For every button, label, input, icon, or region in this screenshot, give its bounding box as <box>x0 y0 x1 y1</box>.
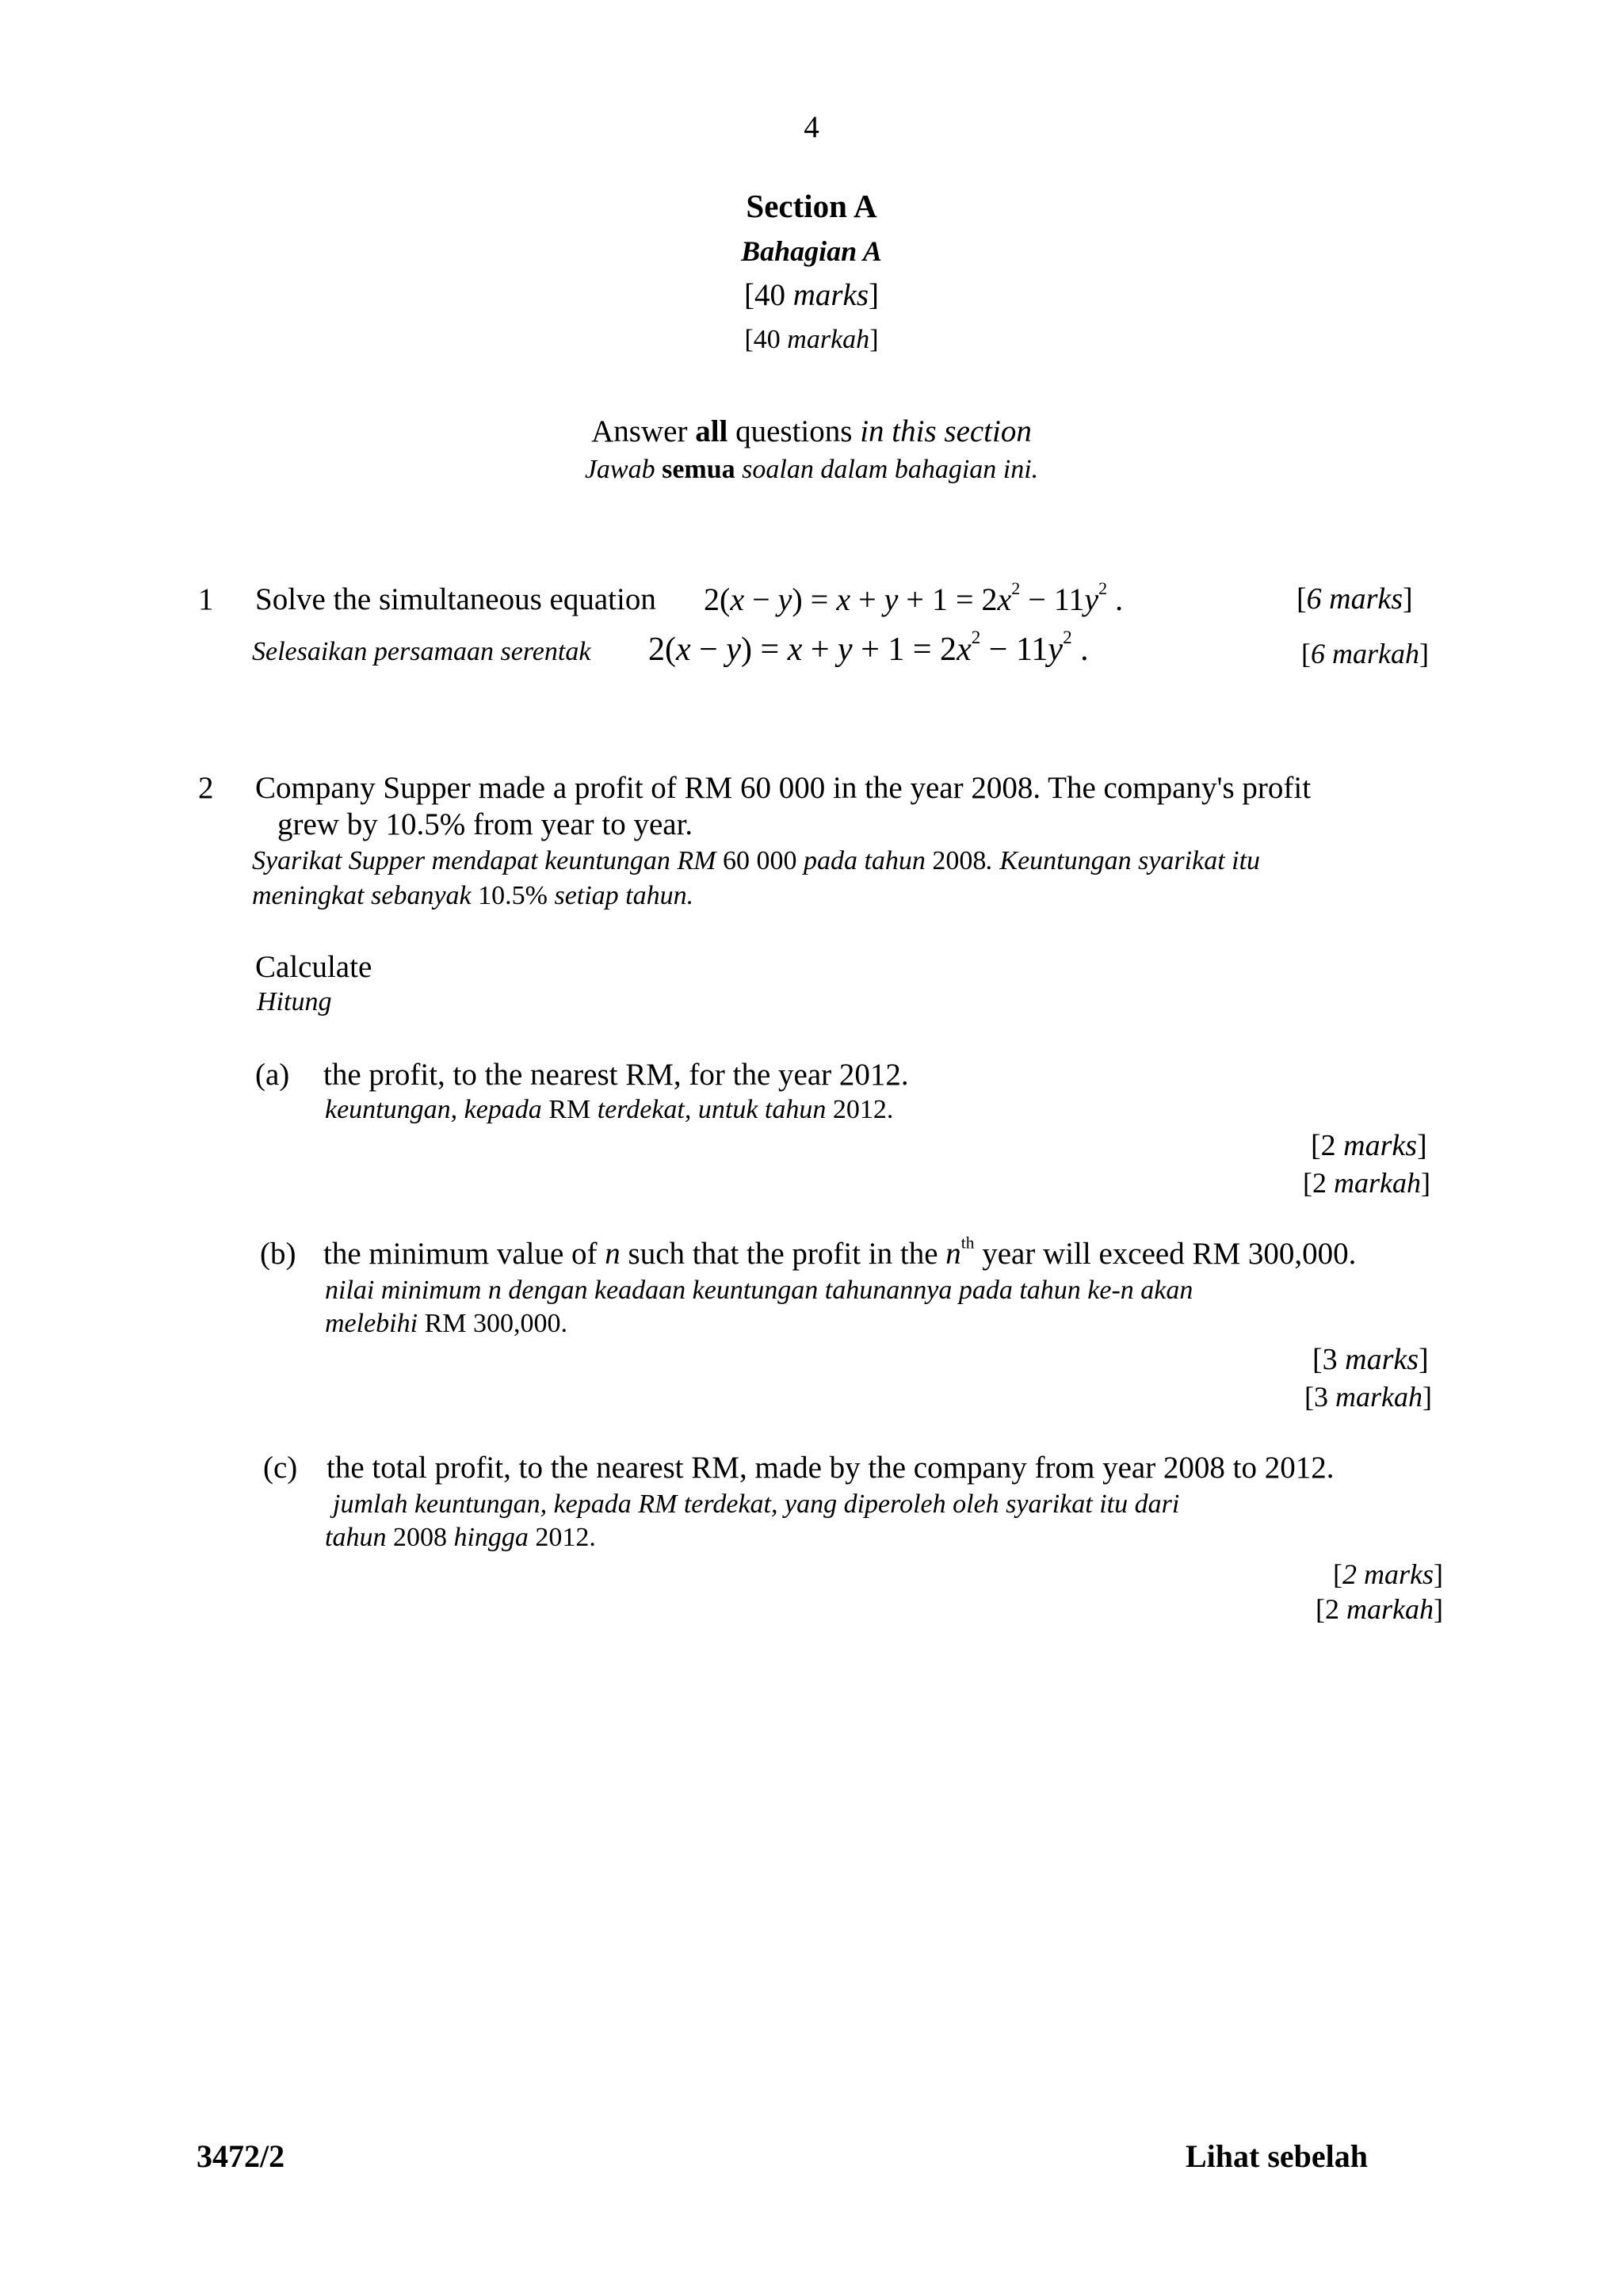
question-1-text-ms: Selesaikan persamaan serentak <box>252 637 591 666</box>
paper-code: 3472/2 <box>197 2138 285 2174</box>
question-1-text: Solve the simultaneous equation <box>255 582 656 616</box>
page-number: 4 <box>804 110 819 144</box>
part-a-label: (a) <box>255 1058 290 1092</box>
question-1-equation-ms: $2(x - y) = x + y + 1 = 2x^2 - 11y^2$ . <box>648 627 1089 668</box>
part-c-label: (c) <box>263 1451 298 1485</box>
part-c-text-ms-line-2: tahun 2008 hingga 2012. <box>325 1523 596 1552</box>
section-title: Section A <box>746 188 877 224</box>
part-c-text: the total profit, to the nearest RM, made by the company from year 2008 to 2012. <box>327 1451 1335 1485</box>
part-b-text-ms-line-2: melebihi RM 300,000. <box>325 1309 567 1338</box>
part-b-marks: [3 marks] <box>1312 1343 1429 1376</box>
part-a-text-ms: keuntungan, kepada RM terdekat, untuk tahun 2012. <box>325 1095 894 1124</box>
part-b-text-ms-line-1: nilai minimum n dengan keadaan keuntungan tahunannya pada tahun ke-n akan <box>325 1276 1193 1305</box>
next-page-note: Lihat sebelah <box>1186 2138 1369 2174</box>
part-a-marks-ms: [2 markah] <box>1303 1167 1430 1199</box>
section-marks-ms: [40 markah] <box>744 325 879 354</box>
section-marks: [40 marks] <box>743 278 880 312</box>
question-2-number: 2 <box>198 771 214 805</box>
question-1-equation: $2(x - y) = x + y + 1 = 2x^2 - 11y^2$ . <box>704 578 1124 617</box>
instruction-en: Answer all questions in this section <box>591 414 1032 448</box>
calculate-label: Calculate <box>255 950 372 984</box>
instruction-ms: Jawab semua soalan dalam bahagian ini. <box>584 455 1039 484</box>
question-1-marks: [6 marks] <box>1296 582 1413 616</box>
calculate-label-ms: Hitung <box>257 987 332 1016</box>
part-b-label: (b) <box>260 1237 296 1271</box>
part-c-marks: [2 marks] <box>1333 1558 1443 1590</box>
question-1-marks-ms: [6 markah] <box>1301 638 1429 669</box>
question-2-stem-line-1: Company Supper made a profit of RM 60 000 in the year 2008. The company's profit <box>255 771 1312 805</box>
question-2-stem-ms-line-1: Syarikat Supper mendapat keuntungan RM 60 000 pada tahun 2008. Keuntungan syarikat itu <box>252 846 1261 875</box>
part-b-marks-ms: [3 markah] <box>1304 1381 1432 1413</box>
question-1-number: 1 <box>198 582 214 616</box>
part-a-marks: [2 marks] <box>1311 1129 1427 1162</box>
section-title-ms: Bahagian A <box>741 235 882 267</box>
part-a-text: the profit, to the nearest RM, for the year 2012. <box>323 1058 909 1092</box>
part-c-marks-ms: [2 markah] <box>1316 1593 1443 1625</box>
part-b-text: the minimum value of n such that the profit in the $n^{th}$ year will exceed RM 300,000. <box>323 1233 1357 1271</box>
question-2-stem-line-2: grew by 10.5% from year to year. <box>277 807 693 841</box>
question-2-stem-ms-line-2: meningkat sebanyak 10.5% setiap tahun. <box>252 881 694 910</box>
part-c-text-ms-line-1: jumlah keuntungan, kepada RM terdekat, yang diperoleh oleh syarikat itu dari <box>333 1489 1180 1519</box>
